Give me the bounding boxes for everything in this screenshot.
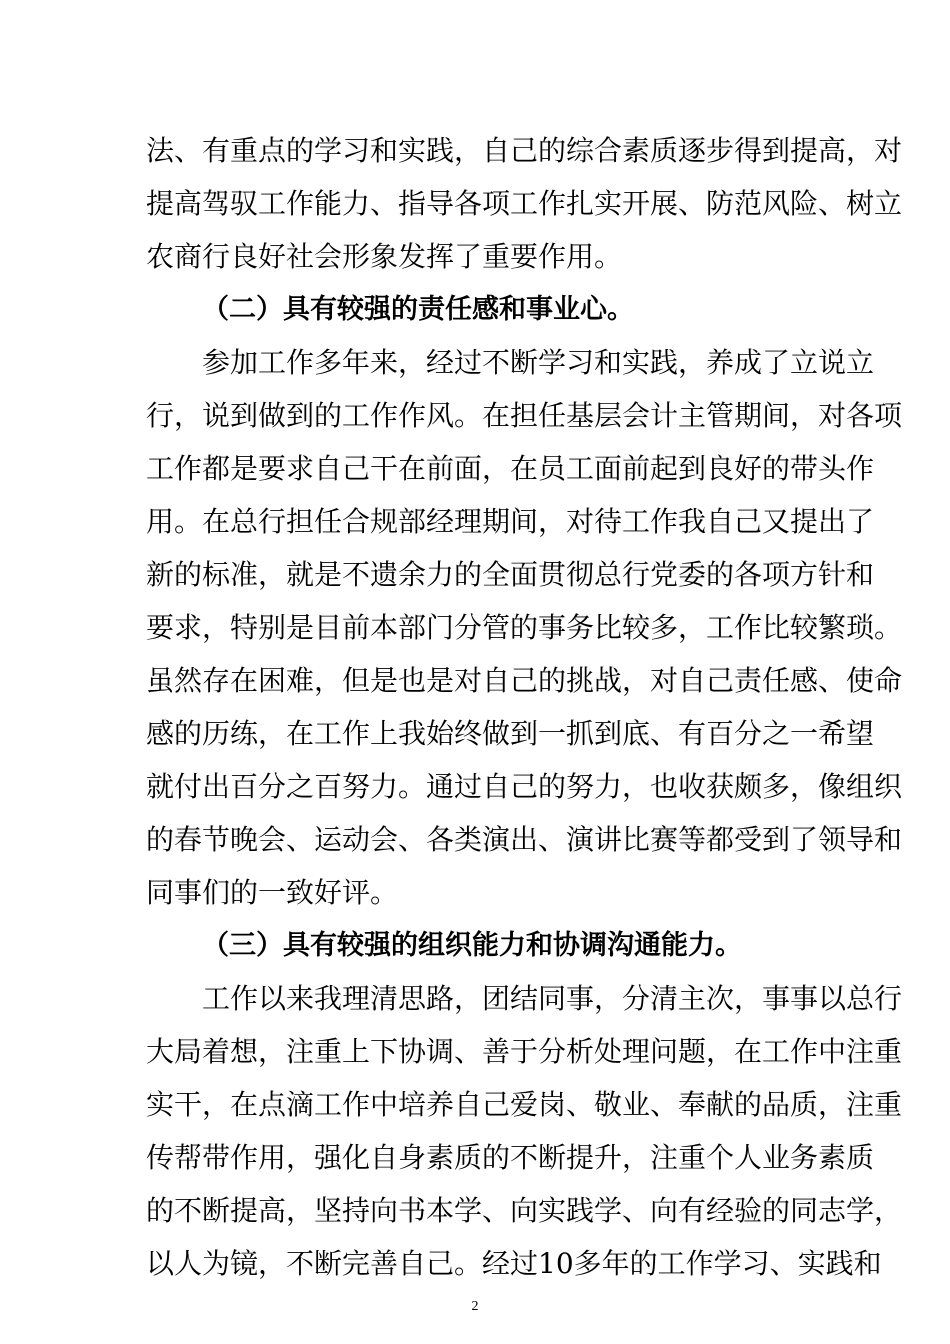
paragraph-2-line-10: 的春节晚会、运动会、各类演出、演讲比赛等都受到了领导和 [146,823,903,856]
paragraph-3-line-3: 实干，在点滴工作中培养自己爱岗、敬业、奉献的品质，注重 [146,1088,903,1121]
paragraph-2-line-3: 工作都是要求自己干在前面，在员工面前起到良好的带头作 [146,452,875,485]
section-heading-3: （三）具有较强的组织能力和协调沟通能力。 [202,930,742,961]
section-heading-2: （二）具有较强的责任感和事业心。 [202,294,634,325]
paragraph-2-line-9: 就付出百分之百努力。通过自己的努力，也收获颇多，像组织 [146,770,903,803]
paragraph-1-line-3: 农商行良好社会形象发挥了重要作用。 [146,240,623,273]
paragraph-3-line-6: 以人为镜，不断完善自己。经过10多年的工作学习、实践和 [146,1247,882,1280]
paragraph-3-line-1: 工作以来我理清思路，团结同事，分清主次，事事以总行 [202,982,903,1015]
paragraph-1-line-1: 法、有重点的学习和实践，自己的综合素质逐步得到提高，对 [146,134,903,167]
paragraph-2-line-7: 虽然存在困难，但是也是对自己的挑战，对自己责任感、使命 [146,664,903,697]
paragraph-3-line-5: 的不断提高，坚持向书本学、向实践学、向有经验的同志学， [146,1194,903,1227]
paragraph-2-line-1: 参加工作多年来，经过不断学习和实践，养成了立说立 [202,346,875,379]
paragraph-2-line-11: 同事们的一致好评。 [146,876,399,909]
paragraph-2-line-6: 要求，特别是目前本部门分管的事务比较多，工作比较繁琐。 [146,611,903,644]
page-number: 2 [471,1299,479,1314]
paragraph-3-line-2: 大局着想，注重上下协调、善于分析处理问题，在工作中注重 [146,1035,903,1068]
paragraph-2-line-8: 感的历练，在工作上我始终做到一抓到底、有百分之一希望 [146,717,875,750]
paragraph-3-line-4: 传帮带作用，强化自身素质的不断提升，注重个人业务素质 [146,1141,875,1174]
paragraph-2-line-2: 行，说到做到的工作作风。在担任基层会计主管期间，对各项 [146,399,903,432]
paragraph-1-line-2: 提高驾驭工作能力、指导各项工作扎实开展、防范风险、树立 [146,187,903,220]
paragraph-2-line-5: 新的标准，就是不遗余力的全面贯彻总行党委的各项方针和 [146,558,875,591]
paragraph-2-line-4: 用。在总行担任合规部经理期间，对待工作我自己又提出了 [146,505,875,538]
